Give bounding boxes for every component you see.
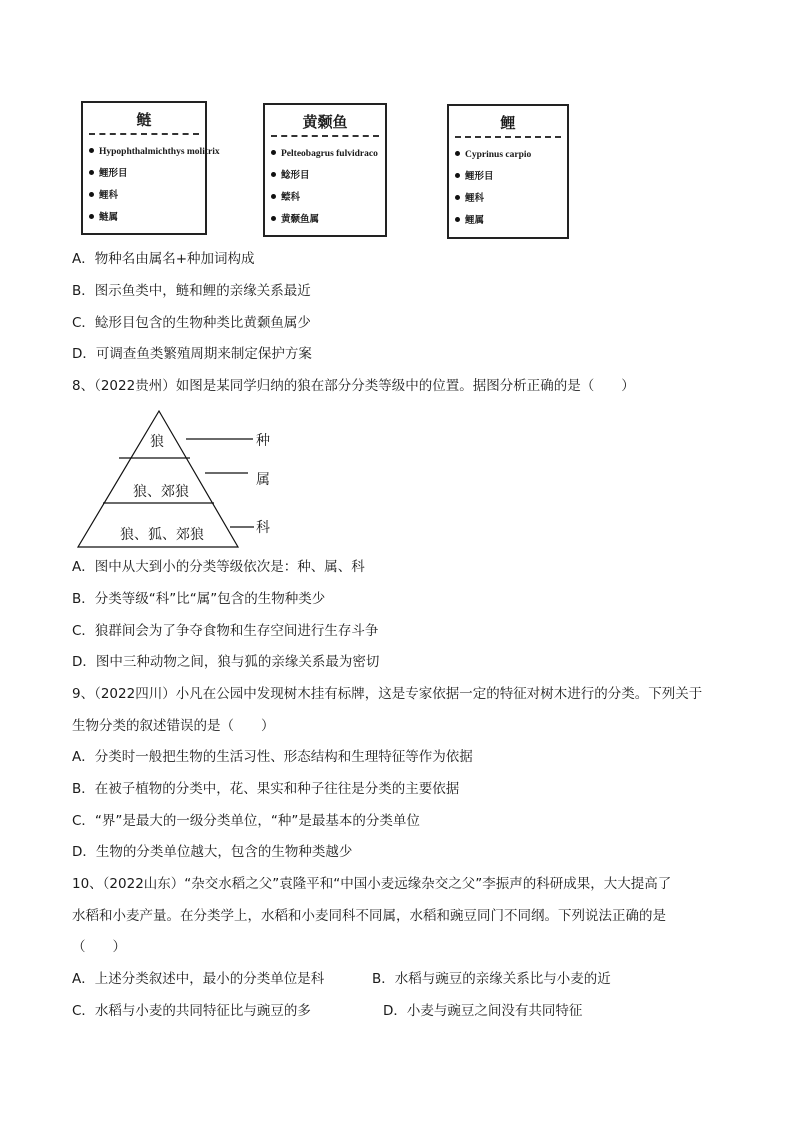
pyramid-level-genus: 狼、郊狼 [133,484,189,500]
q9-option-b: B．在被子植物的分类中，花、果实和种子往往是分类的主要依据 [72,781,460,797]
q9-stem-line-1: 9、（2022四川）小凡在公园中发现树木挂有标牌，这是专家依据一定的特征对树木进行的分类。下列关于 [72,686,703,702]
q10-option-d: D．小麦与豌豆之间没有共同特征 [383,1003,583,1019]
pyramid-level-species: 狼 [150,434,164,450]
q9-option-c: C．“界”是最大的一级分类单位，“种”是最基本的分类单位 [72,813,420,829]
q8-option-c: C．狼群间会为了争夺食物和生存空间进行生存斗争 [72,623,379,639]
card-item: 鲤科 [89,185,205,207]
card-item: 鲤属 [455,210,567,232]
card-item: Hypophthalmichthys molitrix [89,141,205,163]
q8-option-d: D．图中三种动物之间，狼与狐的亲缘关系最为密切 [72,654,380,670]
card-title: 鲤 [500,114,516,132]
q8-option-a: A．图中从大到小的分类等级依次是：种、属、科 [72,559,365,575]
q7-option-a: A．物种名由属名+种加词构成 [72,251,255,267]
card-item: 鲶形目 [271,165,385,187]
q8-stem: 8、（2022贵州）如图是某同学归纳的狼在部分分类等级中的位置。据图分析正确的是（ ） [72,378,635,394]
card-item: Cyprinus carpio [455,144,567,166]
q10-stem-line-3: （ ） [72,939,126,955]
q8-option-b: B．分类等级“科”比“属”包含的生物种类少 [72,591,326,607]
card-title: 鲢 [136,111,152,129]
card-item: 鲤形目 [455,166,567,188]
rank-label-family: 科 [256,520,270,536]
card-item: 鲤科 [455,188,567,210]
card-item: 黄颡鱼属 [271,209,385,231]
pyramid-level-family: 狼、狐、郊狼 [120,527,204,543]
q9-stem-line-2: 生物分类的叙述错误的是（ ） [72,718,275,734]
q10-option-c: C．水稻与小麦的共同特征比与豌豆的多 [72,1003,311,1019]
q10-stem-line-2: 水稻和小麦产量。在分类学上，水稻和小麦同科不同属，水稻和豌豆同门不同纲。下列说法正确的是 [72,908,666,924]
q10-option-a: A．上述分类叙述中，最小的分类单位是科 [72,971,325,987]
card-item: 鲢属 [89,207,205,229]
card-item: 鲿科 [271,187,385,209]
q7-option-c: C．鲶形目包含的生物种类比黄颡鱼属少 [72,315,311,331]
card-title: 黄颡鱼 [302,113,348,131]
q7-option-b: B．图示鱼类中，鲢和鲤的亲缘关系最近 [72,283,311,299]
q9-option-a: A．分类时一般把生物的生活习性、形态结构和生理特征等作为依据 [72,749,473,765]
q10-option-b: B．水稻与豌豆的亲缘关系比与小麦的近 [372,971,611,987]
card-item: 鲤形目 [89,163,205,185]
rank-label-genus: 属 [256,472,270,488]
q7-option-d: D．可调查鱼类繁殖周期来制定保护方案 [72,346,312,362]
q9-option-d: D．生物的分类单位越大，包含的生物种类越少 [72,844,353,860]
q10-stem-line-1: 10、（2022山东）“杂交水稻之父”袁隆平和“中国小麦远缘杂交之父”李振声的科研成果，大大提高了 [72,876,672,892]
rank-label-species: 种 [256,433,270,449]
card-item: Pelteobagrus fulvidraco [271,143,385,165]
